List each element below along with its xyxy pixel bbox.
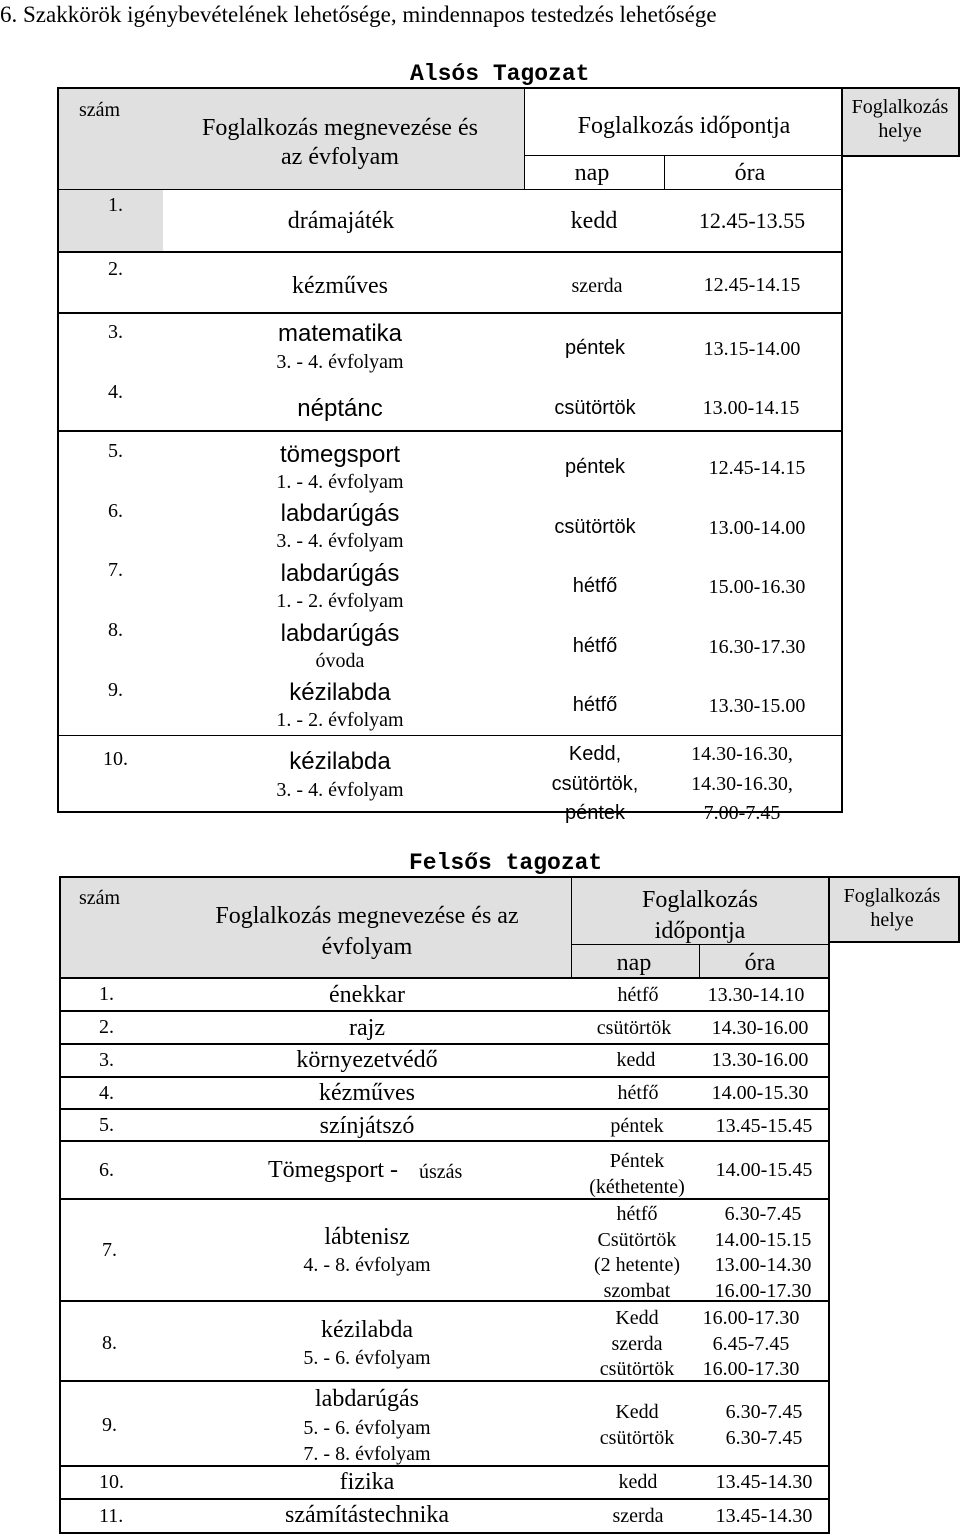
- row-number: 5.: [99, 1114, 114, 1136]
- lower-time-header-left: [524, 89, 525, 189]
- activity-day: hétfő: [617, 984, 659, 1006]
- activity-day: péntek: [564, 337, 626, 359]
- activity-grade: 3. - 4. évfolyam: [276, 779, 404, 801]
- section-heading: 6. Szakkörök igénybevételének lehetősége, mindennapos testedzés lehetősége: [0, 2, 717, 27]
- activity-day: hétfő: [572, 635, 618, 657]
- row-number: 10.: [99, 1471, 124, 1493]
- activity-day: péntek: [564, 456, 626, 478]
- activity-day: hétfő: [572, 694, 618, 716]
- activity-grade: 3. - 4. évfolyam: [276, 530, 404, 552]
- activity-name: labdarúgás: [280, 500, 400, 527]
- activity-day: csütörtök: [554, 397, 636, 419]
- activity-grade: 1. - 4. évfolyam: [276, 471, 404, 493]
- activity-time: 16.30-17.30: [708, 636, 806, 658]
- activity-grade: 5. - 6. évfolyam 7. - 8. évfolyam: [303, 1417, 431, 1465]
- row-number: 7.: [102, 1239, 117, 1261]
- activity-time: 16.00-17.30 6.45-7.45 16.00-17.30: [702, 1307, 800, 1380]
- upper-rule-5: [61, 1140, 828, 1142]
- activity-name: lábtenisz: [324, 1224, 410, 1250]
- activity-name: kézműves: [292, 273, 388, 299]
- lower-time-header-rule: [524, 155, 842, 156]
- activity-name: labdarúgás: [315, 1386, 419, 1412]
- row-number: 9.: [102, 1414, 117, 1436]
- activity-day: kedd: [570, 208, 618, 234]
- upper-col-place: Foglalkozás helye: [843, 885, 941, 931]
- row-number: 11.: [99, 1505, 124, 1527]
- activity-day: hétfő Csütörtök (2 hetente) szombat: [593, 1203, 681, 1302]
- upper-border-left: [59, 876, 61, 1534]
- upper-rule-4: [61, 1108, 828, 1110]
- upper-border-place-left: [828, 876, 830, 1534]
- activity-grade: óvoda: [315, 650, 365, 672]
- upper-rule-2: [61, 1043, 828, 1045]
- row-number: 1.: [108, 194, 123, 216]
- activity-grade: 1. - 2. évfolyam: [276, 709, 404, 731]
- lower-rule-3: [59, 430, 842, 432]
- activity-time: 12.45-14.15: [703, 274, 801, 296]
- activity-day: szerda: [571, 275, 623, 297]
- upper-time-header-left: [571, 878, 572, 978]
- row-number: 8.: [102, 1332, 117, 1354]
- activity-name: kézműves: [319, 1080, 415, 1106]
- activity-note: úszás: [419, 1161, 463, 1183]
- upper-rule-7: [61, 1300, 828, 1302]
- activity-name: labdarúgás: [280, 560, 400, 587]
- lower-col-num: szám: [79, 99, 121, 121]
- activity-day: Kedd szerda csütörtök: [599, 1307, 675, 1380]
- activity-name: színjátszó: [319, 1113, 415, 1139]
- activity-name: kézilabda: [289, 679, 391, 706]
- row-number: 1.: [99, 983, 114, 1005]
- activity-grade: 5. - 6. évfolyam: [303, 1347, 431, 1369]
- upper-border-bottom: [59, 1532, 829, 1534]
- activity-day: Péntek (kéthetente): [589, 1150, 685, 1198]
- upper-nap-ora-divider: [699, 944, 700, 978]
- row-number: 6.: [99, 1159, 114, 1181]
- activity-time: 6.30-7.45 14.00-15.15 13.00-14.30 16.00-17.30: [714, 1203, 812, 1302]
- lower-col-time: Foglalkozás időpontja: [577, 113, 791, 139]
- activity-name: néptánc: [297, 395, 383, 422]
- upper-rule-6: [61, 1198, 828, 1200]
- row-number: 4.: [108, 381, 123, 403]
- activity-name: környezetvédő: [296, 1047, 438, 1073]
- upper-col-time: Foglalkozás időpontja: [642, 887, 758, 944]
- lower-col-place: Foglalkozás helye: [851, 96, 949, 142]
- activity-name: tömegsport: [279, 441, 401, 468]
- activity-time: 13.00-14.00: [708, 517, 806, 539]
- activity-name: énekkar: [329, 982, 405, 1008]
- activity-day: szerda: [612, 1505, 664, 1527]
- row-number: 3.: [99, 1049, 114, 1071]
- upper-rule-10: [61, 1498, 828, 1500]
- row-number: 8.: [108, 619, 123, 641]
- upper-col-hour: óra: [744, 950, 776, 976]
- activity-day: Kedd csütörtök: [599, 1401, 675, 1449]
- activity-time: 13.30-16.00: [711, 1049, 809, 1071]
- upper-rule-1: [61, 1010, 828, 1012]
- activity-day: csütörtök: [596, 1017, 672, 1039]
- upper-header-bottom: [61, 977, 828, 979]
- activity-grade: 1. - 2. évfolyam: [276, 590, 404, 612]
- activity-grade: 4. - 8. évfolyam: [303, 1254, 431, 1276]
- activity-time: 13.45-15.45: [715, 1115, 813, 1137]
- lower-border-top: [57, 87, 960, 89]
- activity-time: 13.15-14.00: [703, 338, 801, 360]
- activity-name: drámajáték: [287, 208, 395, 234]
- lower-col-name: Foglalkozás megnevezése és az évfolyam: [202, 115, 478, 170]
- activity-time: 12.45-14.15: [708, 457, 806, 479]
- upper-rule-3: [61, 1076, 828, 1078]
- upper-col-num: szám: [79, 887, 121, 909]
- upper-rule-9: [61, 1465, 828, 1467]
- activity-name: számítástechnika: [285, 1502, 449, 1528]
- row-number: 2.: [99, 1016, 114, 1038]
- activity-time: 14.00-15.45: [715, 1159, 813, 1181]
- upper-title: Felsős tagozat: [409, 850, 603, 876]
- activity-name: kézilabda: [289, 748, 391, 775]
- activity-day: hétfő: [572, 575, 618, 597]
- lower-title: Alsós Tagozat: [410, 61, 590, 87]
- upper-col-day: nap: [616, 950, 652, 976]
- lower-border-place-left: [841, 87, 843, 813]
- lower-border-left: [57, 87, 59, 813]
- row-number: 2.: [108, 258, 123, 280]
- activity-time: 12.45-13.55: [698, 208, 806, 233]
- activity-name: rajz: [349, 1015, 385, 1041]
- lower-header-bottom: [59, 189, 842, 190]
- activity-day: csütörtök: [554, 516, 636, 538]
- activity-time: 14.00-15.30: [711, 1082, 809, 1104]
- activity-time: 15.00-16.30: [708, 576, 806, 598]
- activity-name: Tömegsport -: [268, 1157, 404, 1183]
- activity-time: 14.30-16.00: [711, 1017, 809, 1039]
- lower-border-place-bottom: [843, 155, 960, 157]
- activity-name: matematika: [277, 320, 403, 347]
- activity-time: 13.45-14.30: [715, 1505, 813, 1527]
- activity-day: Kedd, csütörtök, péntek: [551, 743, 639, 824]
- activity-day: hétfő: [617, 1082, 659, 1104]
- lower-col-hour: óra: [734, 160, 766, 186]
- activity-day: kedd: [618, 1471, 658, 1493]
- lower-col-day: nap: [574, 160, 610, 186]
- activity-grade: 3. - 4. évfolyam: [276, 351, 404, 373]
- activity-day: kedd: [616, 1049, 656, 1071]
- activity-time: 6.30-7.45 6.30-7.45: [725, 1401, 803, 1449]
- activity-time: 13.30-15.00: [708, 695, 806, 717]
- row-number: 3.: [108, 321, 123, 343]
- lower-rule-4: [59, 735, 842, 736]
- upper-border-place-bottom: [830, 941, 960, 943]
- activity-time: 13.45-14.30: [715, 1471, 813, 1493]
- upper-col-name: Foglalkozás megnevezése és az évfolyam: [215, 903, 519, 960]
- row-number: 4.: [99, 1082, 114, 1104]
- lower-nap-ora-divider: [664, 155, 665, 189]
- lower-rule-1: [59, 251, 842, 253]
- row-number: 5.: [108, 440, 123, 462]
- activity-time: 14.30-16.30, 14.30-16.30, 7.00-7.45: [691, 743, 793, 824]
- activity-name: kézilabda: [321, 1317, 413, 1343]
- upper-border-top: [59, 876, 960, 878]
- activity-name: fizika: [339, 1469, 395, 1495]
- activity-time: 13.00-14.15: [702, 397, 800, 419]
- row-number: 10.: [103, 748, 128, 770]
- activity-day: péntek: [610, 1115, 664, 1137]
- lower-rule-2: [59, 312, 842, 314]
- activity-time: 13.30-14.10: [707, 984, 805, 1006]
- activity-name: labdarúgás: [280, 620, 400, 647]
- row-number: 7.: [108, 559, 123, 581]
- row-number: 9.: [108, 679, 123, 701]
- row-number: 6.: [108, 500, 123, 522]
